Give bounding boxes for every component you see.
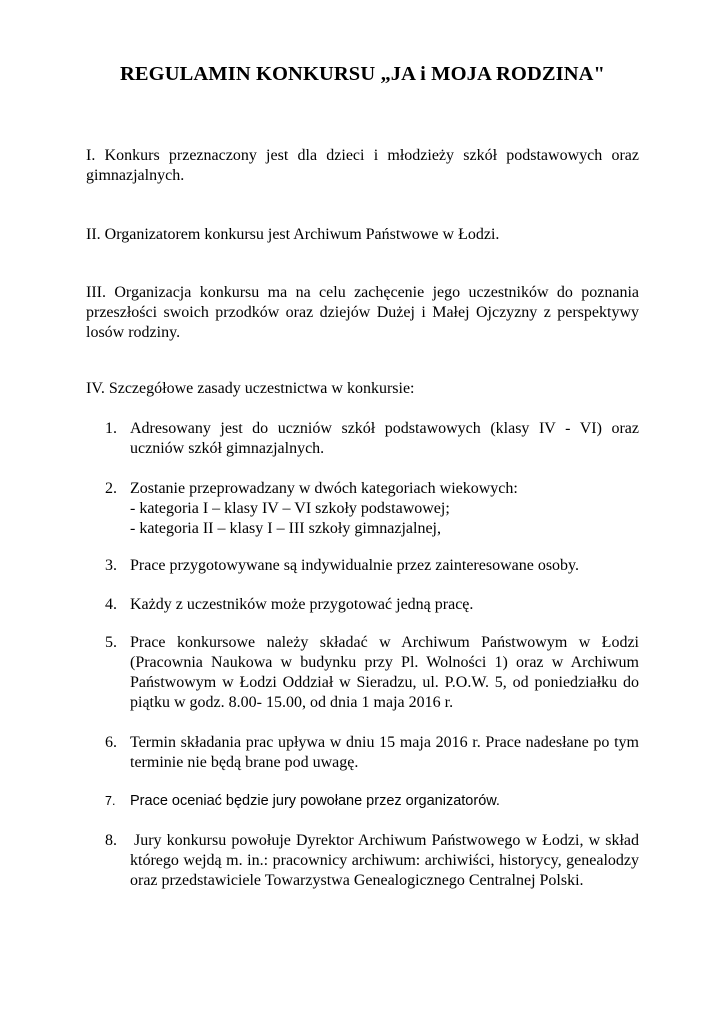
list-item-4 <box>105 595 639 615</box>
item-number: 6. <box>105 734 117 751</box>
section-2: II. Organizatorem konkursu jest Archiwum Państwowe w Łodzi. <box>86 226 500 243</box>
item-text: Adresowany jest do uczniów szkół podstawowych (klasy IV - VI) oraz uczniów szkół gimnazjalnych. <box>130 420 639 457</box>
section-4: IV. Szczegółowe zasady uczestnictwa w konkursie: <box>86 380 415 397</box>
item-text: Termin składania prac upływa w dniu 15 maja 2016 r. Prace nadesłane po tym terminie nie będą brane pod uwagę. <box>130 734 639 771</box>
item-text: Każdy z uczestników może przygotować jedną pracę. <box>130 596 474 613</box>
section-1: I. Konkurs przeznaczony jest dla dzieci i młodzieży szkół podstawowych oraz gimnazjalnych. <box>86 147 639 184</box>
category-line: - kategoria II – klasy I – III szkoły gimnazjalnej, <box>130 520 441 537</box>
item-number: 3. <box>105 557 117 574</box>
item-number: 5. <box>105 634 117 651</box>
item-number: 2. <box>105 480 117 497</box>
list-item-2 <box>105 479 639 539</box>
list-item-7 <box>105 791 639 811</box>
list-item-6 <box>105 733 639 773</box>
item-text: Jury konkursu powołuje Dyrektor Archiwum Państwowego w Łodzi, w skład którego wejdą m. in.: pracownicy archiwum: archiwiści, historycy, genealodzy oraz przedstawiciele Towarzystwa Genealogicznego Centralnej Polski. <box>130 832 639 889</box>
item-text: Prace przygotowywane są indywidualnie przez zainteresowane osoby. <box>130 557 580 574</box>
item-number: 4. <box>105 596 117 613</box>
document-title: REGULAMIN KONKURSU „JA i MOJA RODZINA" <box>120 63 605 85</box>
list-item-1 <box>105 419 639 459</box>
list-item-8 <box>105 831 639 891</box>
category-line: - kategoria I – klasy IV – VI szkoły podstawowej; <box>130 500 450 517</box>
list-item-5 <box>105 633 639 713</box>
item-number: 8. <box>105 832 117 849</box>
item-text: Prace konkursowe należy składać w Archiwum Państwowym w Łodzi (Pracownia Naukowa w budynku przy Pl. Wolności 1) oraz w Archiwum Państwowym w Łodzi Oddział w Sieradzu, ul. P.O.W. 5, od poniedziałku do piątku w godz. 8.00- 15.00, od dnia 1 maja 2016 r. <box>130 634 639 711</box>
item-number: 1. <box>105 420 117 437</box>
item-number: 7. <box>105 794 116 808</box>
item-line: Zostanie przeprowadzany w dwóch kategoriach wiekowych: <box>130 480 518 497</box>
item-text: Prace oceniać będzie jury powołane przez organizatorów. <box>130 793 500 809</box>
item-text <box>130 479 639 539</box>
section-3: III. Organizacja konkursu ma na celu zachęcenie jego uczestników do poznania przeszłości swoich przodków oraz dziejów Dużej i Małej Ojczyzny z perspektywy losów rodziny. <box>86 284 639 341</box>
list-item-3 <box>105 556 639 576</box>
